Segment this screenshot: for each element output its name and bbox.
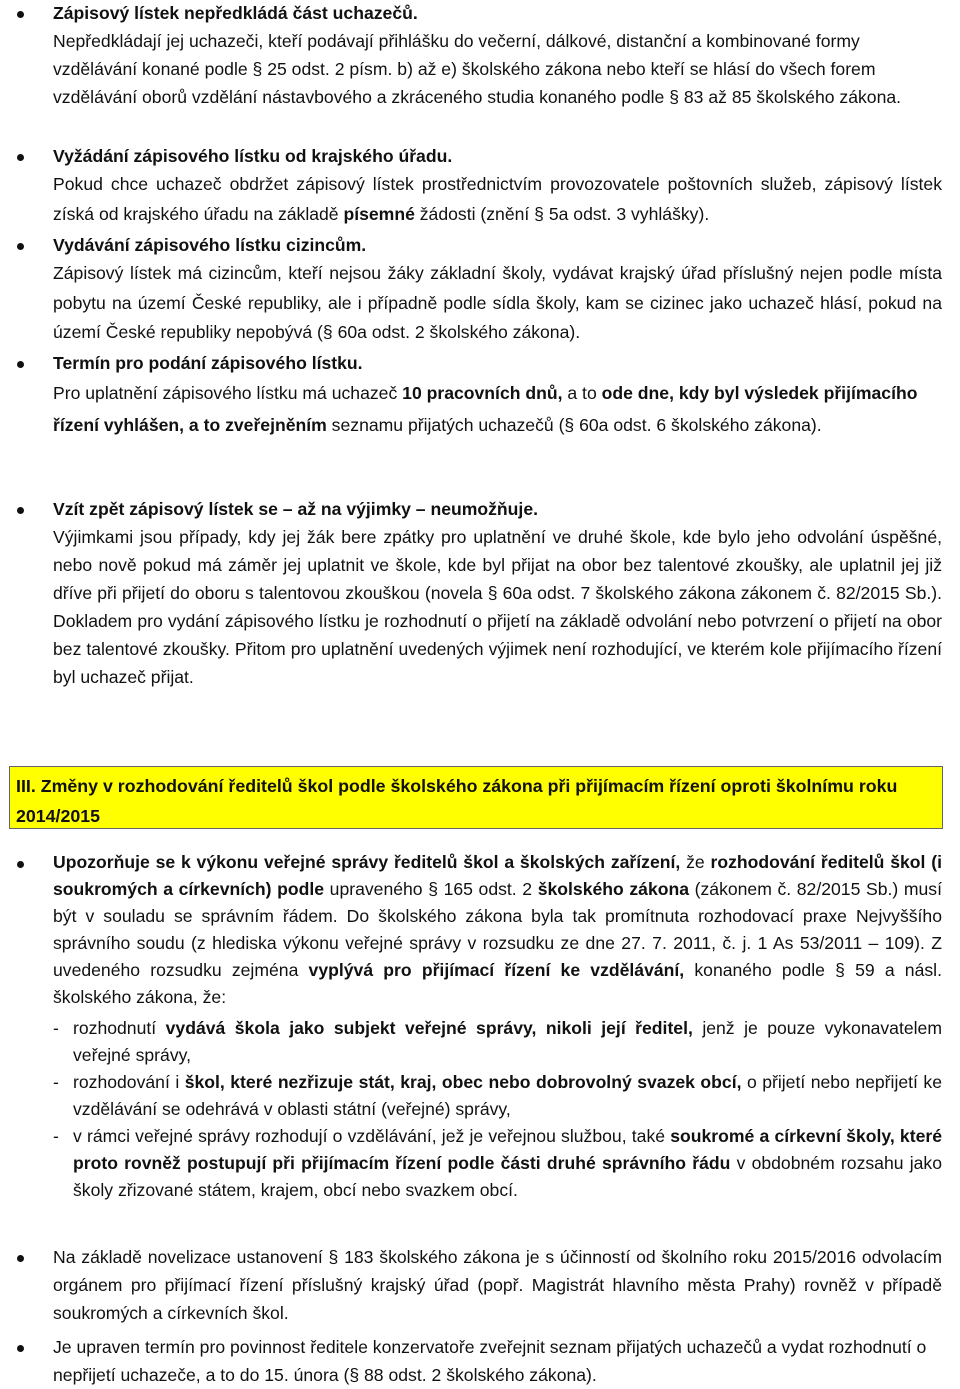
bullet <box>17 154 24 161</box>
item-title: Vyžádání zápisového lístku od krajského úřadu. <box>53 146 453 166</box>
section-number: III. <box>16 776 36 796</box>
list-item-foreigners <box>53 231 942 348</box>
item-text: Na základě novelizace ustanovení § 183 školského zákona je s účinností od školního roku 2015/2016 odvolacím orgánem pro přijímací řízení příslušný krajský úřad (popř. Magistrát hlavního města Prahy) rovněž v případě soukromých a církevních škol. <box>53 1247 942 1323</box>
dash-item: - rozhodování i škol, které nezřizuje stát, kraj, obec nebo dobrovolný svazek obcí, o přijetí nebo nepřijetí ke vzdělávání se odehrává v oblasti státní (veřejné) správy, <box>53 1069 942 1123</box>
dash-marker: - <box>53 1126 59 1146</box>
dash-item: - rozhodnutí vydává škola jako subjekt veřejné správy, nikoli její ředitel, jenž je pouze vykonavatelem veřejné správy, <box>53 1015 942 1069</box>
list-item-request <box>53 142 942 229</box>
item-title: Termín pro podání zápisového lístku. <box>53 353 363 373</box>
dash-marker: - <box>53 1018 59 1038</box>
item-title: Vydávání zápisového lístku cizincům. <box>53 235 367 255</box>
bullet <box>17 1345 24 1352</box>
list-item-term <box>53 1333 942 1389</box>
section-heading <box>9 766 943 829</box>
bullet <box>17 11 24 18</box>
bullet <box>17 243 24 250</box>
list-item-appeal <box>53 1243 942 1327</box>
item-text: Je upraven termín pro povinnost ředitele konzervatoře zveřejnit seznam přijatých uchazečů a vydat rozhodnutí o nepřijetí uchazeče, a to do 15. února (§ 88 odst. 2 školského zákona). <box>53 1337 927 1385</box>
bullet <box>17 861 24 868</box>
bullet <box>17 361 24 368</box>
dash-marker: - <box>53 1072 59 1092</box>
item-title: Vzít zpět zápisový lístek se – až na výjimky – neumožňuje. <box>53 499 538 519</box>
section-title: Změny v rozhodování ředitelů škol podle školského zákona při přijímacím řízení oproti školnímu roku 2014/2015 <box>16 776 898 826</box>
bullet <box>17 507 24 514</box>
item-text: Zápisový lístek má cizincům, kteří nejsou žáky základní školy, vydávat krajský úřad příslušný nejen podle místa pobytu na území České republiky, ale i případně podle sídla školy, kam se cizinec jako uchazeč hlásí, pokud na území České republiky nepobývá (§ 60a odst. 2 školského zákona). <box>53 263 942 342</box>
list-item-notice <box>53 849 942 1011</box>
item-text: Upozorňuje se k výkonu veřejné správy ředitelů škol a školských zařízení, že rozhodování ředitelů škol (i soukromých a církevních) podle upraveného § 165 odst. 2 školského zákona (zákonem č. 82/2015 Sb.) musí být v souladu se správním řádem. Do školského zákona byla tak promítnuta rozhodovací praxe Nejvyššího správního soudu (z hlediska výkonu veřejné správy v rozsudku ze dne 27. 7. 2011, č. j. 1 As 53/2011 – 109). Z uvedeného rozsudku zejména vyplývá pro přijímací řízení ke vzdělávání, konaného podle § 59 a násl. školského zákona, že: <box>53 852 942 1007</box>
bullet <box>17 1255 24 1262</box>
item-text: Pokud chce uchazeč obdržet zápisový lístek prostřednictvím provozovatele poštovních služeb, zápisový lístek získá od krajského úřadu na základě písemné žádosti (znění § 5a odst. 3 vyhlášky). <box>53 174 942 224</box>
dash-list <box>53 1015 942 1204</box>
list-item-withdraw <box>53 495 942 691</box>
item-text: Výjimkami jsou případy, kdy jej žák bere zpátky pro uplatnění ve druhé škole, kde bylo jeho odvolání úspěšné, nebo nově pokud má záměr jej uplatnit ve škole, kde byl přijat na obor bez talentové zkoušky, ale uplatnil jej již dříve při přijetí do oboru s talentovou zkouškou (novela § 60a odst. 7 školského zákona zákonem č. 82/2015 Sb.). Dokladem pro vydání zápisového lístku je rozhodnutí o přijetí na základě odvolání nebo potvrzení o přijetí na obor bez talentové zkoušky. Přitom pro uplatnění uvedených výjimek není rozhodující, ve kterém kole přijímacího řízení byl uchazeč přijat. <box>53 527 942 687</box>
item-title: Zápisový lístek nepředkládá část uchazečů. <box>53 3 418 23</box>
list-item-deadline <box>53 349 942 441</box>
dash-item: - v rámci veřejné správy rozhodují o vzdělávání, jež je veřejnou službou, také soukromé a církevní školy, které proto rovněž postupují při přijímacím řízení podle části druhé správního řádu v obdobném rozsahu jako školy zřizované státem, krajem, obcí nebo svazkem obcí. <box>53 1123 942 1204</box>
list-item-intro <box>53 0 942 111</box>
item-text: Pro uplatnění zápisového lístku má uchazeč 10 pracovních dnů, a to ode dne, kdy byl výsledek přijímacího řízení vyhlášen, a to zveřejněním seznamu přijatých uchazečů (§ 60a odst. 6 školského zákona). <box>53 383 918 435</box>
item-text: Nepředkládají jej uchazeči, kteří podávají přihlášku do večerní, dálkové, distanční a kombinované formy vzdělávání konané podle § 25 odst. 2 písm. b) až e) školského zákona nebo kteří se hlásí do všech forem vzdělávání oborů vzdělání nástavbového a zkráceného studia konaného podle § 83 až 85 školského zákona. <box>53 31 902 107</box>
